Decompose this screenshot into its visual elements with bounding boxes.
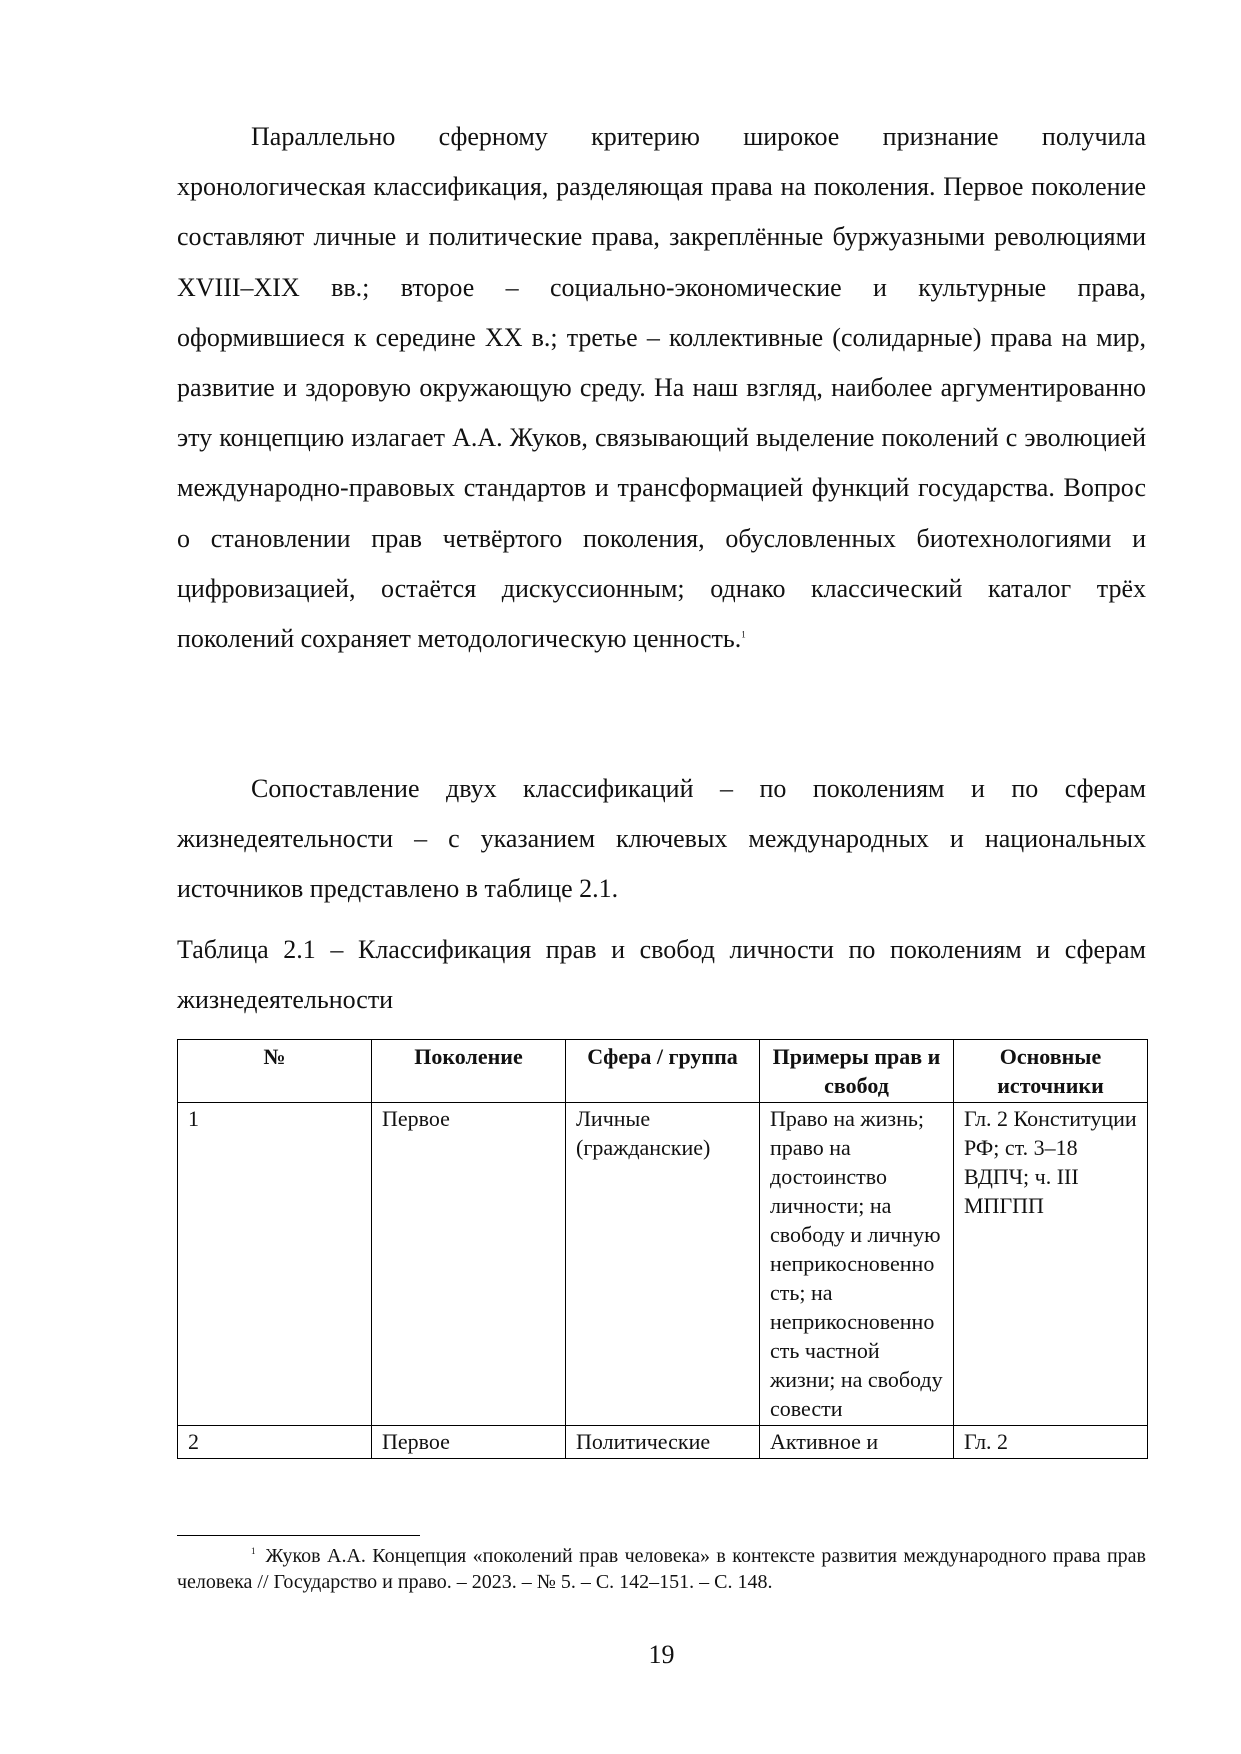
table-row: [178, 1426, 1148, 1459]
cell-generation: Первое: [372, 1103, 566, 1426]
table-header-row: [178, 1040, 1148, 1103]
cell-sphere: Личные (гражданские): [566, 1103, 760, 1426]
table-row: [178, 1103, 1148, 1426]
header-number: №: [178, 1040, 372, 1103]
cell-examples: Право на жизнь; право на достоинство личности; на свободу и личную неприкосновенность; на неприкосновенность частной жизни; на свободу совести: [760, 1103, 954, 1426]
paragraph-generations: [177, 112, 1146, 664]
header-examples: Примеры прав и свобод: [760, 1040, 954, 1103]
cell-sphere: Политические: [566, 1426, 760, 1459]
cell-examples: Активное и: [760, 1426, 954, 1459]
cell-sources: Гл. 2: [954, 1426, 1148, 1459]
table-caption: [177, 925, 1146, 1025]
table-caption-text: Таблица 2.1 – Классификация прав и свобод личности по поколениям и сферам жизнедеятельности: [177, 935, 1146, 1015]
paragraph-text: Сопоставление двух классификаций – по поколениям и по сферам жизнедеятельности – с указанием ключевых международных и национальных источников представлено в таблице 2.1.: [177, 774, 1146, 904]
rights-classification-table: [177, 1039, 1148, 1459]
page-number: 19: [648, 1640, 675, 1669]
footnote-mark: 1: [251, 1546, 256, 1557]
footnote-separator: [177, 1535, 420, 1536]
footnote-text: Жуков А.А. Концепция «поколений прав человека» в контексте развития международного права прав человека // Государство и право. – 2023. – № 5. – С. 142–151. – С. 148.: [177, 1545, 1146, 1593]
cell-sources: Гл. 2 Конституции РФ; ст. 3–18 ВДПЧ; ч. III МПГПП: [954, 1103, 1148, 1426]
footnote: [177, 1543, 1146, 1595]
cell-number: 1: [178, 1103, 372, 1426]
header-sources: Основные источники: [954, 1040, 1148, 1103]
header-sphere: Сфера / группа: [566, 1040, 760, 1103]
paragraph-comparison: [177, 764, 1146, 915]
footnote-reference[interactable]: 1: [741, 629, 746, 640]
cell-generation: Первое: [372, 1426, 566, 1459]
header-generation: Поколение: [372, 1040, 566, 1103]
paragraph-text: Параллельно сферному критерию широкое признание получила хронологическая классификация, разделяющая права на поколения. Первое поколение составляют личные и политические права, закреплённые буржуазными революциями XVIII–XIX вв.; второе – социально-экономические и культурные права, оформившиеся к середине XX в.; третье – коллективные (солидарные) права на мир, развитие и здоровую окружающую среду. На наш взгляд, наиболее аргументированно эту концепцию излагает А.А. Жуков, связывающий выделение поколений с эволюцией международно-правовых стандартов и трансформацией функций государства. Вопрос о становлении прав четвёртого поколения, обусловленных биотехнологиями и цифровизацией, остаётся дискуссионным; однако классический каталог трёх поколений сохраняет методологическую ценность.: [177, 122, 1146, 654]
cell-number: 2: [178, 1426, 372, 1459]
